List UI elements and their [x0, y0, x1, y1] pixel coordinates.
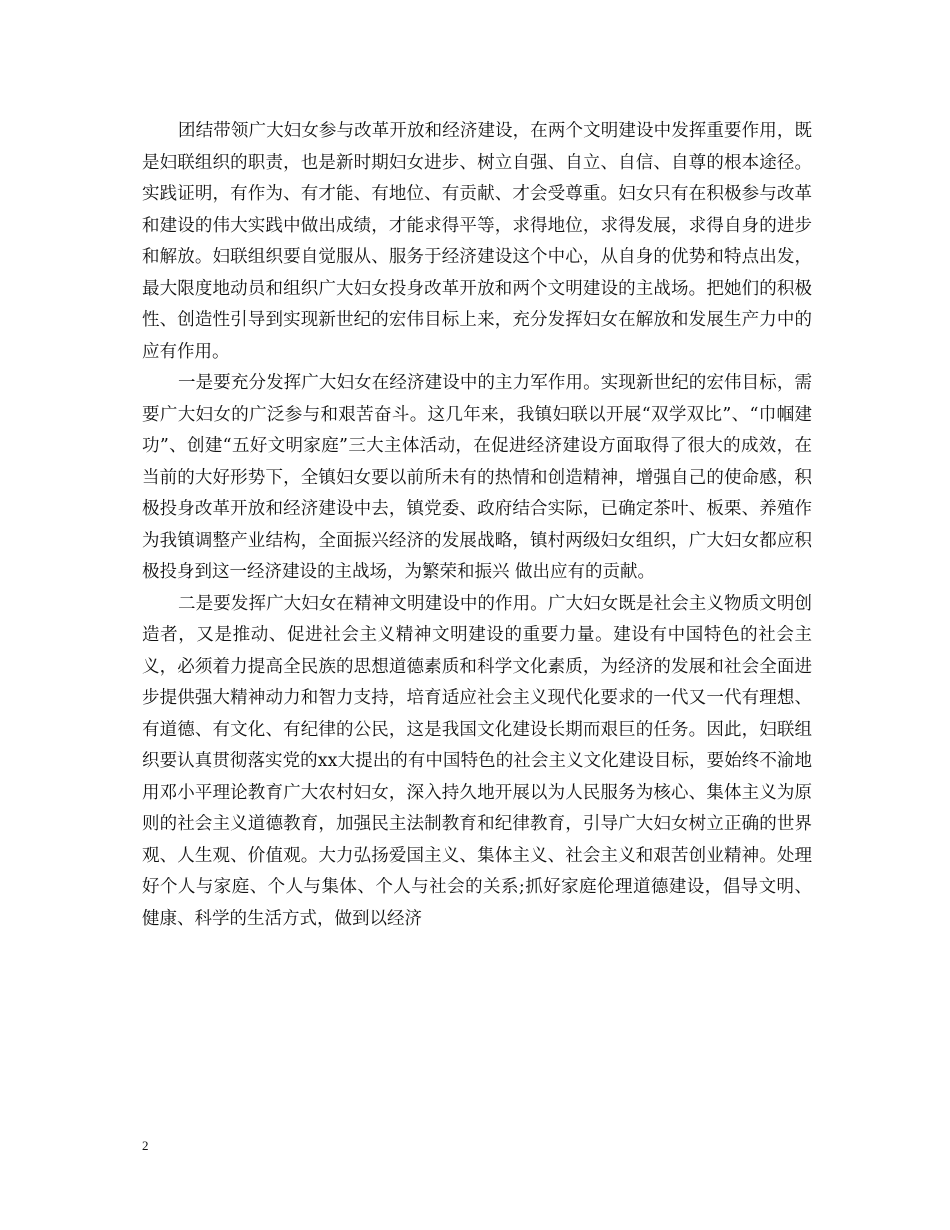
- page-number: 2: [142, 1138, 149, 1153]
- paragraph-2: 一是要充分发挥广大妇女在经济建设中的主力军作用。实现新世纪的宏伟目标，需要广大妇女的广泛参与和艰苦奋斗。这几年来，我镇妇联以开展“双学双比”、“巾帼建功”、创建“五好文明家庭”三大主体活动，在促进经济建设方面取得了很大的成效，在当前的大好形势下，全镇妇女要以前所未有的热情和创造精神，增强自己的使命感，积极投身改革开放和经济建设中去，镇党委、政府结合实际，已确定茶叶、板栗、养殖作为我镇调整产业结构，全面振兴经济的发展战略，镇村两级妇女组织，广大妇女都应积极投身到这一经济建设的主战场，为繁荣和振兴 做出应有的贡献。: [142, 373, 812, 582]
- body-text: [142, 116, 812, 935]
- paragraph-1: 团结带领广大妇女参与改革开放和经济建设，在两个文明建设中发挥重要作用，既是妇联组织的职责，也是新时期妇女进步、树立自强、自立、自信、自尊的根本途径。实践证明，有作为、有才能、有地位、有贡献、才会受尊重。妇女只有在积极参与改革和建设的伟大实践中做出成绩，才能求得平等，求得地位，求得发展，求得自身的进步和解放。妇联组织要自觉服从、服务于经济建设这个中心，从自身的优势和特点出发，最大限度地动员和组织广大妇女投身改革开放和两个文明建设的主战场。把她们的积极性、创造性引导到实现新世纪的宏伟目标上来，充分发挥妇女在解放和发展生产力中的应有作用。: [142, 121, 812, 362]
- paragraph-3: 二是要发挥广大妇女在精神文明建设中的作用。广大妇女既是社会主义物质文明创造者，又是推动、促进社会主义精神文明建设的重要力量。建设有中国特色的社会主义，必须着力提高全民族的思想道德素质和科学文化素质，为经济的发展和社会全面进步提供强大精神动力和智力支持，培育适应社会主义现代化要求的一代又一代有理想、有道德、有文化、有纪律的公民，这是我国文化建设长期而艰巨的任务。因此，妇联组织要认真贯彻落实党的xx大提出的有中国特色的社会主义文化建设目标，要始终不渝地用邓小平理论教育广大农村妇女，深入持久地开展以为人民服务为核心、集体主义为原则的社会主义道德教育，加强民主法制教育和纪律教育，引导广大妇女树立正确的世界观、人生观、价值观。大力弘扬爱国主义、集体主义、社会主义和艰苦创业精神。处理好个人与家庭、个人与集体、个人与社会的关系;抓好家庭伦理道德建设，倡导文明、健康、科学的生活方式，做到以经济: [142, 593, 812, 929]
